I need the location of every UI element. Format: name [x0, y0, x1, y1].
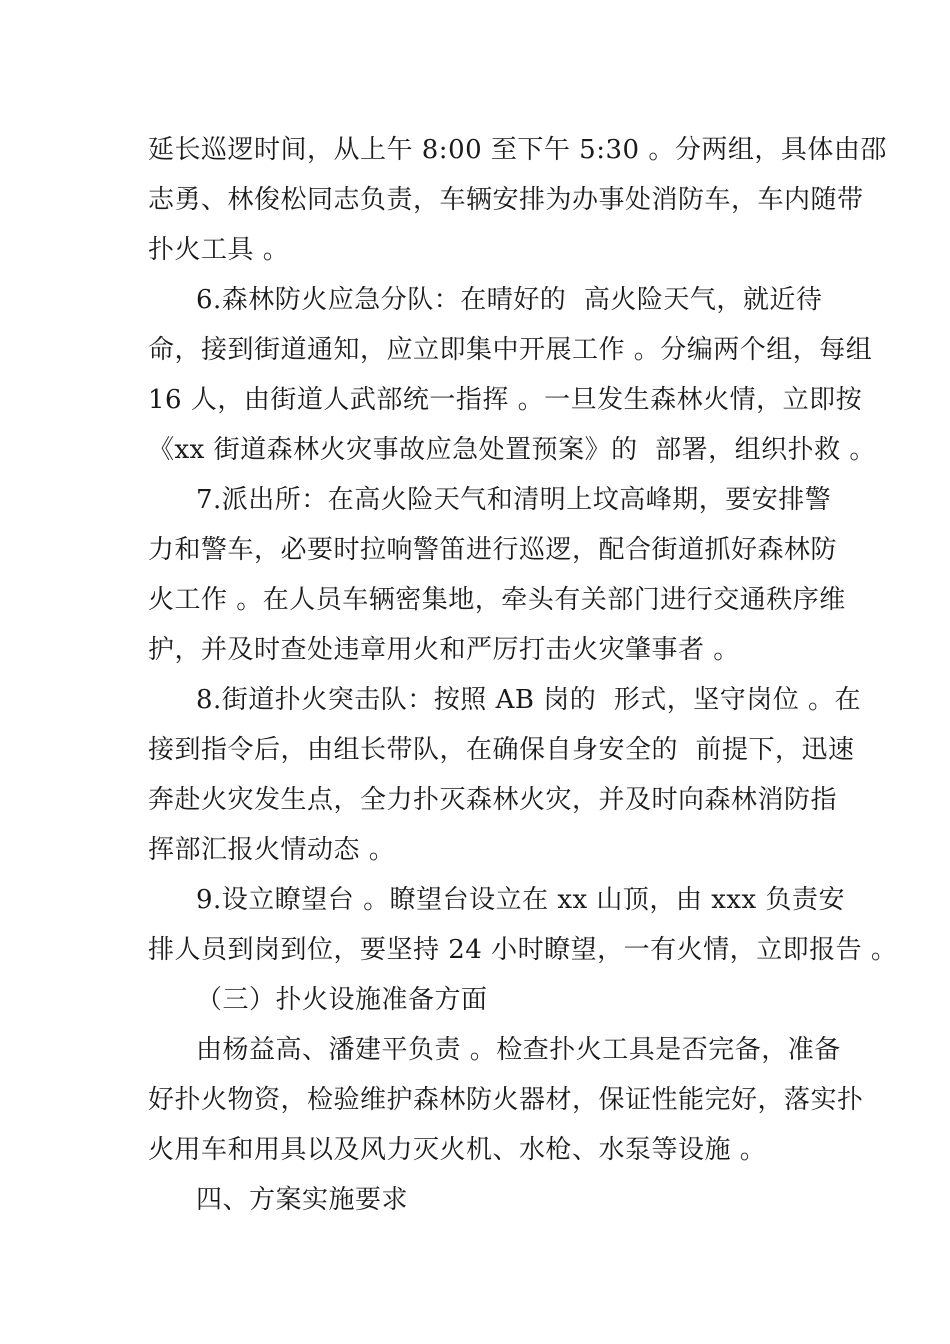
text-line: 16 人，由街道人武部统一指挥 。一旦发生森林火情，立即按 — [148, 385, 863, 415]
text-line: 力和警车，必要时拉响警笛进行巡逻，配合街道抓好森林防 — [148, 535, 838, 565]
text-line: 奔赴火灾发生点，全力扑灭森林火灾，并及时向森林消防指 — [148, 785, 838, 815]
text-line: 命，接到街道通知，应立即集中开展工作 。分编两个组，每组 — [148, 335, 873, 365]
section-heading-3: （三）扑火设施准备方面 — [196, 985, 488, 1015]
text-line: 扑火工具 。 — [148, 235, 290, 265]
paragraph-6-first-line: 6.森林防火应急分队：在晴好的 高火险天气，就近待 — [196, 285, 823, 315]
text-line: 志勇、林俊松同志负责，车辆安排为办事处消防车，车内随带 — [148, 185, 864, 215]
paragraph-8-first-line: 8.街道扑火突击队：按照 AB 岗的 形式，坚守岗位 。在 — [196, 685, 862, 715]
section-heading-4: 四、方案实施要求 — [196, 1185, 409, 1215]
text-line: 排人员到岗到位，要坚持 24 小时瞭望，一有火情，立即报告 。 — [148, 935, 898, 965]
paragraph-7-first-line: 7.派出所：在高火险天气和清明上坟高峰期，要安排警 — [196, 485, 832, 515]
text-line: 接到指令后，由组长带队，在确保自身安全的 前提下，迅速 — [148, 735, 855, 765]
text-line: 火用车和用具以及风力灭火机、水枪、水泵等设施 。 — [148, 1135, 767, 1165]
text-line: 延长巡逻时间，从上午 8:00 至下午 5:30 。分两组，具体由邵 — [148, 135, 887, 165]
text-line: 护，并及时查处违章用火和严厉打击火灾肇事者 。 — [148, 635, 740, 665]
text-line: 火工作 。在人员车辆密集地，牵头有关部门进行交通秩序维 — [148, 585, 846, 615]
paragraph-facilities-first-line: 由杨益高、潘建平负责 。检查扑火工具是否完备，准备 — [196, 1035, 841, 1065]
text-line: 《xx 街道森林火灾事故应急处置预案》的 部署，组织扑救 。 — [148, 435, 876, 465]
text-line: 挥部汇报火情动态 。 — [148, 835, 396, 865]
text-line: 好扑火物资，检验维护森林防火器材，保证性能完好，落实扑 — [148, 1085, 864, 1115]
paragraph-9-first-line: 9.设立瞭望台 。瞭望台设立在 xx 山顶，由 xxx 负责安 — [196, 885, 845, 915]
